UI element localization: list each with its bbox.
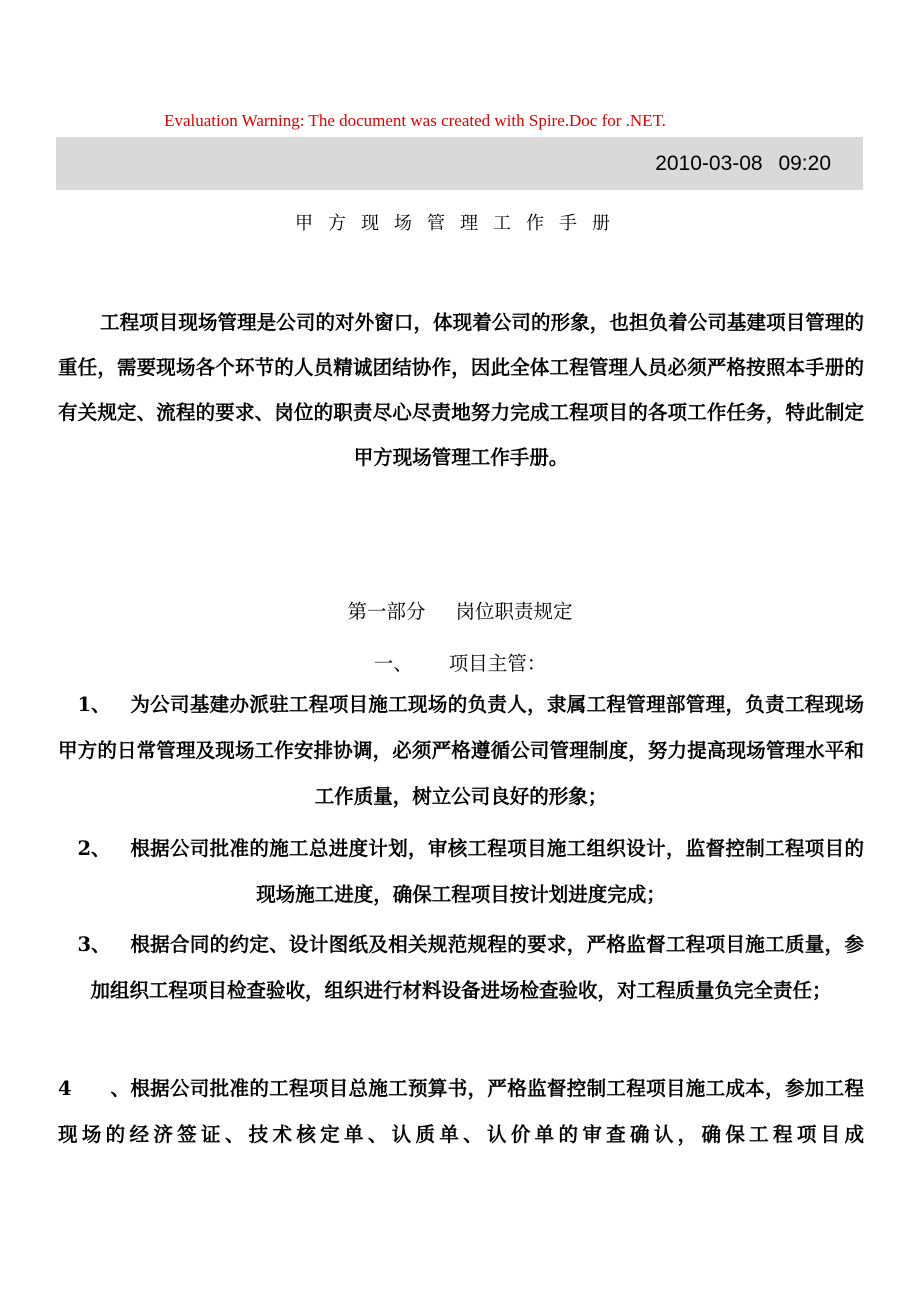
list-item-text: 根据合同的约定、设计图纸及相关规范规程的要求，严格监督工程项目施工质量，参加组织工程项目检查验收，组织进行材料设备进场检查验收，对工程质量负完全责任； [90,933,864,1002]
list-item [58,922,864,1014]
header-datetime: 2010-03-08 09:20 [655,152,831,175]
page-header-bar [56,137,863,190]
part-heading [0,596,920,624]
intro-paragraph: 工程项目现场管理是公司的对外窗口，体现着公司的形象，也担负着公司基建项目管理的重任，需要现场各个环节的人员精诚团结协作，因此全体工程管理人员必须严格按照本手册的有关规定、流程的要求、岗位的职责尽心尽责地努力完成工程项目的各项工作任务，特此制定甲方现场管理工作手册。 [58,311,864,469]
list-item-text: 根据公司批准的工程项目总施工预算书，严格监督控制工程项目施工成本，参加工程现场的经济签证、技术核定单、认质单、认价单的审查确认，确保工程项目成 [58,1077,864,1146]
list-item-number: 2、 [77,837,111,860]
evaluation-warning-watermark: Evaluation Warning: The document was created with Spire.Doc for .NET. [164,111,666,130]
subsection-name: 项目主管： [448,652,547,675]
list-item-number: 3、 [77,933,111,956]
part-label: 第一部分 [347,600,426,623]
list-item [58,682,864,820]
list-item [58,1066,864,1158]
list-item-text: 根据公司批准的施工总进度计划，审核工程项目施工组织设计，监督控制工程项目的现场施工进度，确保工程项目按计划进度完成； [130,837,864,906]
list-item [58,826,864,918]
list-item-text: 为公司基建办派驻工程项目施工现场的负责人，隶属工程管理部管理，负责工程现场甲方的日常管理及现场工作安排协调，必须严格遵循公司管理制度，努力提高现场管理水平和工作质量，树立公司良好的形象； [58,693,864,808]
subsection-label: 一、 [373,652,413,675]
list-item-number: 1、 [77,693,111,716]
subsection-heading [0,648,920,676]
part-name: 岗位职责规定 [455,600,573,623]
document-title: 甲方现场管理工作手册 [295,213,625,234]
list-item-number: 4、 [58,1077,130,1100]
